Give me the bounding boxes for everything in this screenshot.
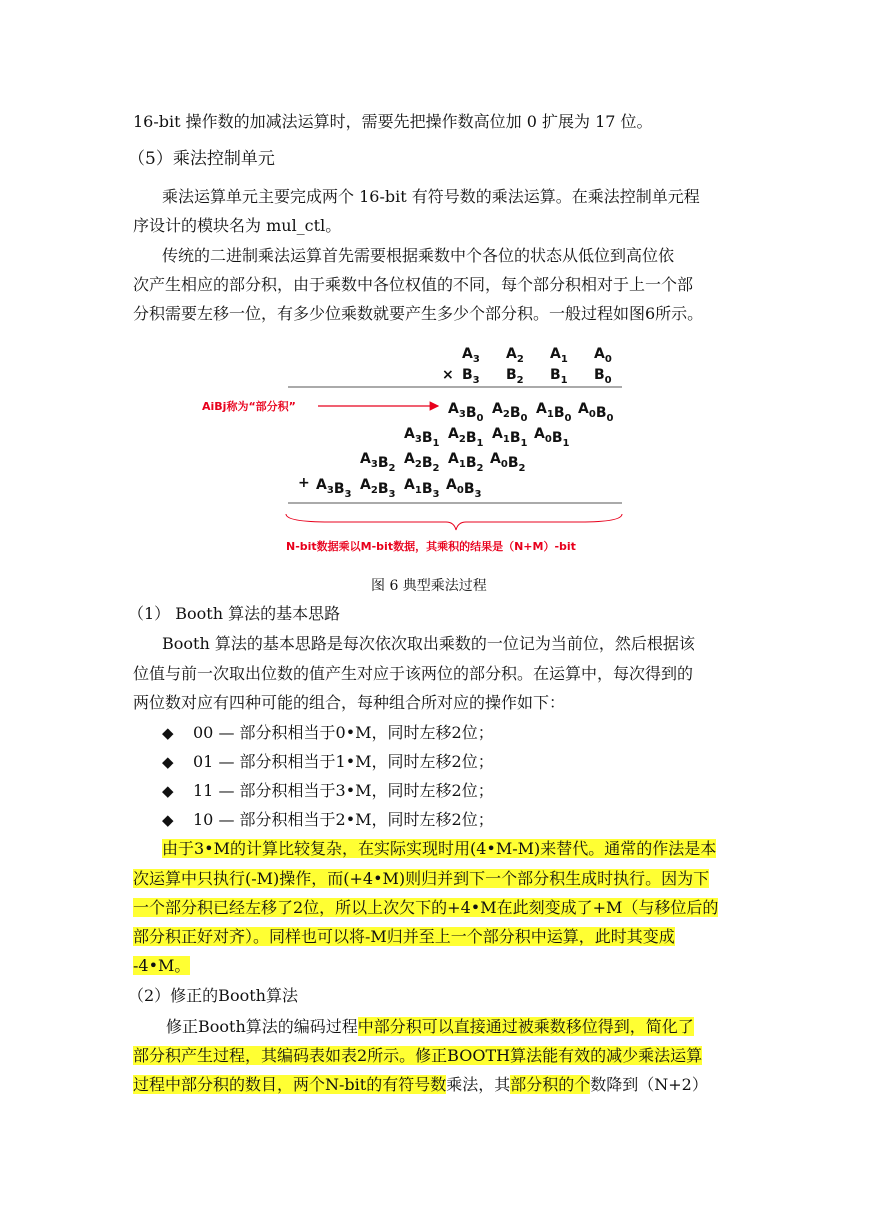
highlighted-text: -4•M。 [133,956,191,975]
diamond-bullet-icon: ◆ [162,782,174,800]
multiplicand-digit: $A_1$ [550,346,568,365]
list-item: 11 — 部分积相当于3•M，同时左移2位； [193,781,494,800]
partial-product-term: $A_0B_0$ [578,401,614,424]
multiplicand-digit: $A_0$ [594,346,612,365]
figure-caption: 图 6 典型乘法过程 [371,578,487,594]
plain-text: 修正Booth算法的编码过程 [166,1017,358,1036]
diamond-bullet-icon: ◆ [162,724,174,742]
partial-product-term: $A_3B_0$ [448,401,484,424]
partial-product-term: $A_1B_2$ [448,451,484,474]
partial-product-row-3 [316,477,481,500]
partial-product-term: $A_3B_2$ [360,451,396,474]
subsection-heading-booth: （1） Booth 算法的基本思路 [128,604,341,623]
paragraph-line [166,1016,694,1038]
section-heading-5: （5）乘法控制单元 [128,149,275,169]
partial-product-term: $A_1B_0$ [536,401,572,424]
list-item: 00 — 部分积相当于0•M，同时左移2位； [193,723,494,742]
plain-text: 数降到（N+2） [590,1075,708,1094]
partial-product-term: $A_0B_3$ [446,477,482,500]
partial-product-term: $A_2B_0$ [492,401,528,424]
paragraph-line: 传统的二进制乘法运算首先需要根据乘数中个各位的状态从低位到高位依 [162,246,675,265]
partial-product-term: $A_3B_3$ [316,477,352,500]
multiplicand-digit: $A_3$ [462,346,480,365]
brace [286,514,622,530]
multiplier-digit: $B_0$ [594,367,612,386]
paragraph-line: 序设计的模块名为 mul_ctl。 [133,216,342,235]
diamond-bullet-icon: ◆ [162,811,174,829]
annotation-bit-width: N-bit数据乘以M-bit数据，其乘积的结果是（N+M）-bit [286,540,576,553]
multiplier-digit: $B_2$ [506,367,524,386]
partial-product-term: $A_1B_3$ [404,477,440,500]
partial-product-term: $A_1B_1$ [492,426,528,449]
partial-product-term: $A_0B_1$ [534,426,570,449]
paragraph-carry-over: 16-bit 操作数的加减法运算时，需要先把操作数高位加 0 扩展为 17 位。 [133,112,653,131]
paragraph-line: 两位数对应有四种可能的组合，每种组合所对应的操作如下： [133,693,566,712]
highlighted-text: 部分积的个 [510,1075,591,1094]
annotation-partial-product: AiBj称为“部分积” [202,400,296,413]
paragraph-line [133,1074,708,1096]
partial-product-term: $A_2B_1$ [448,426,484,449]
partial-product-row-1 [404,426,569,449]
highlighted-text: 一个部分积已经左移了2位，所以上次欠下的+4•M在此刻变成了+M（与移位后的 [133,898,719,917]
partial-product-row-0 [448,401,613,424]
list-item: 10 — 部分积相当于2•M，同时左移2位； [193,810,494,829]
multiplier-row [462,367,612,386]
paragraph-line: 分积需要左移一位，有多少位乘数就要产生多少个部分积。一般过程如图6所示。 [133,304,704,323]
partial-product-term: $A_2B_2$ [404,451,440,474]
times-sign: × [442,367,454,383]
multiplier-digit: $B_3$ [462,367,480,386]
highlighted-text: 部分积产生过程，其编码表如表2所示。修正BOOTH算法能有效的减少乘法运算 [133,1046,703,1065]
paragraph-line: 次产生相应的部分积，由于乘数中各位权值的不同，每个部分积相对于上一个部 [133,275,694,294]
partial-product-term: $A_3B_1$ [404,426,440,449]
multiplication-diagram [200,338,640,558]
subsection-heading-modified-booth: （2）修正的Booth算法 [128,986,298,1005]
multiplicand-row [462,346,612,365]
partial-product-term: $A_0B_2$ [490,451,526,474]
plus-sign: + [298,475,310,491]
highlighted-text: 中部分积可以直接通过被乘数移位得到，简化了 [357,1017,694,1036]
plain-text: 乘法，其 [446,1075,511,1094]
highlighted-text: 由于3•M的计算比较复杂，在实际实现时用(4•M-M)来替代。通常的作法是本 [162,839,717,858]
multiplicand-digit: $A_2$ [506,346,524,365]
highlighted-text: 过程中部分积的数目，两个N-bit的有符号数 [133,1075,447,1094]
highlighted-text: 部分积正好对齐）。同样也可以将-M归并至上一个部分积中运算，此时其变成 [133,927,675,946]
partial-product-term: $A_2B_3$ [360,477,396,500]
list-item: 01 — 部分积相当于1•M，同时左移2位； [193,752,494,771]
multiplier-digit: $B_1$ [550,367,568,386]
paragraph-line: Booth 算法的基本思路是每次依次取出乘数的一位记为当前位，然后根据该 [162,634,695,653]
paragraph-line: 乘法运算单元主要完成两个 16-bit 有符号数的乘法运算。在乘法控制单元程 [162,187,700,206]
paragraph-line: 位值与前一次取出位数的值产生对应于该两位的部分积。在运算中，每次得到的 [133,664,694,683]
partial-product-row-2 [360,451,525,474]
highlighted-text: 次运算中只执行(-M)操作，而(+4•M)则归并到下一个部分积生成时执行。因为下 [133,869,710,888]
diamond-bullet-icon: ◆ [162,753,174,771]
